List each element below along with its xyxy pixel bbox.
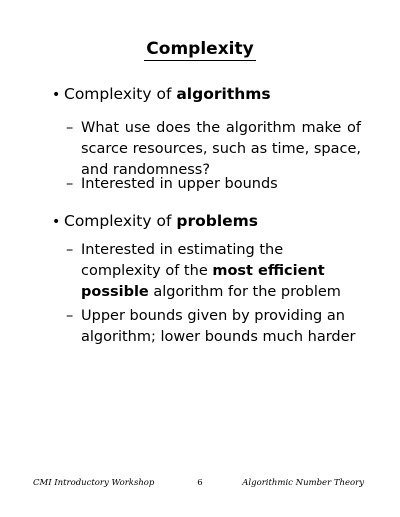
subitem-most-efficient <box>66 240 361 303</box>
bullet-problems <box>52 210 372 234</box>
subitem-scarce-resources <box>66 118 361 181</box>
bullet-prefix: Complexity of <box>64 212 177 230</box>
bullet-algorithms <box>52 83 372 107</box>
subitem-upper-bounds <box>66 174 361 195</box>
bullet-dot: • <box>52 214 61 230</box>
subitem-text: Interested in upper bounds <box>81 176 278 192</box>
bullet-prefix: Complexity of <box>64 85 177 103</box>
footer-course: Algorithmic Number Theory <box>242 478 364 488</box>
subitem-text: Upper bounds given by providing an algorithm; lower bounds much harder <box>81 308 356 345</box>
bullet-bold-term: problems <box>176 212 259 230</box>
dash-marker: – <box>66 308 74 324</box>
subitem-text-pre: Interested in estimating the complexity of the <box>81 242 284 279</box>
slide-title <box>0 38 400 60</box>
dash-marker: – <box>66 120 74 136</box>
dash-marker: – <box>66 242 74 258</box>
subitem-text-post: algorithm for the problem <box>148 284 341 300</box>
slide-title-text: Complexity <box>146 39 254 59</box>
subitem-bold-phrase: most efficient possible <box>81 263 325 300</box>
bullet-dot: • <box>52 87 61 103</box>
footer-page-number: 6 <box>197 478 203 488</box>
subitem-lower-bounds <box>66 306 361 348</box>
dash-marker: – <box>66 176 74 192</box>
subitem-text <box>66 240 361 303</box>
subitem-text: What use does the algorithm make of scarce resources, such as time, space, and randomness? <box>81 120 361 178</box>
bullet-bold-term: algorithms <box>176 85 271 103</box>
footer-workshop: CMI Introductory Workshop <box>33 478 155 488</box>
